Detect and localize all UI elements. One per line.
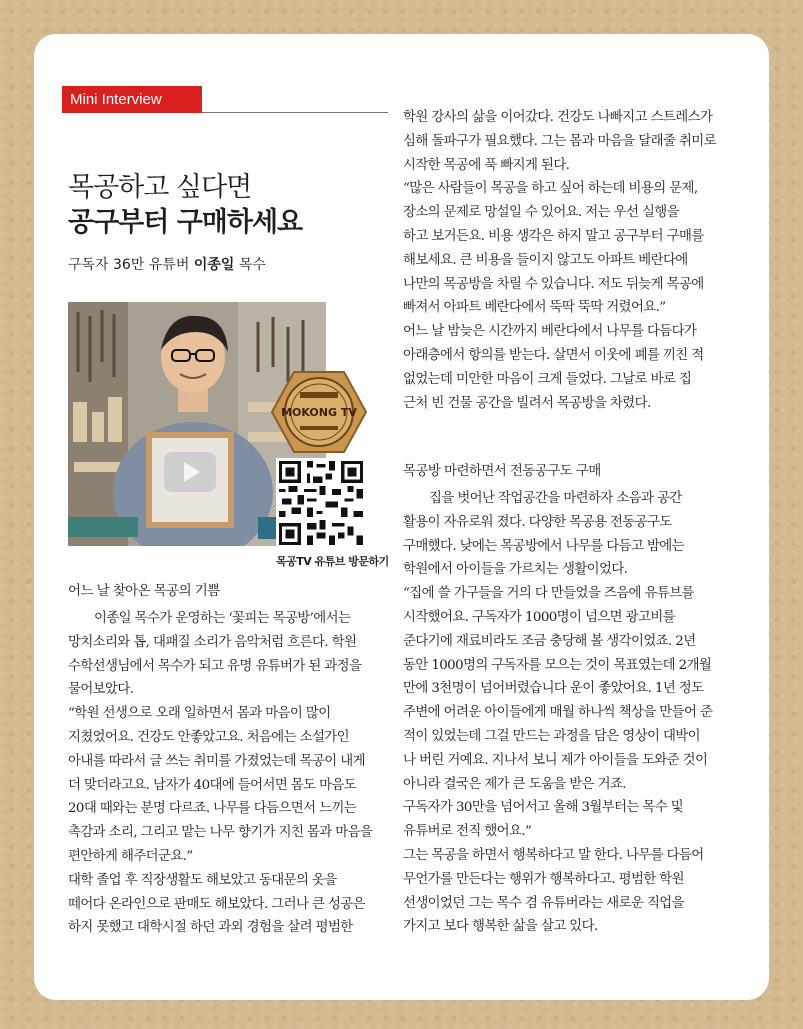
text-line: 구독자가 30만을 넘어서고 올해 3월부터는 목수 및 bbox=[403, 800, 684, 816]
section-tag: Mini Interview bbox=[62, 86, 202, 113]
text-line: 아래층에서 항의를 받는다. 살면서 이웃에 폐를 끼친 적 bbox=[403, 347, 704, 363]
text-line: 시작한 목공에 푹 빠지게 된다. bbox=[403, 157, 570, 173]
logo-text: MOKONG TV bbox=[281, 406, 357, 419]
text-line: 집을 벗어난 작업공간을 마련하자 소음과 공간 bbox=[429, 491, 682, 506]
text-line: 준다기에 재료비라도 조금 충당해 볼 생각이었죠. 2년 bbox=[403, 633, 696, 649]
qr-code[interactable] bbox=[276, 458, 366, 548]
text-line: 학원에서 아이들을 가르치는 생활이었다. bbox=[403, 562, 628, 578]
subtitle-prefix: 구독자 36만 유튜버 bbox=[68, 257, 194, 273]
text-line: “많은 사람들이 목공을 하고 싶어 하는데 비용의 문제, bbox=[403, 181, 698, 197]
qr-caption: 목공TV 유튜브 방문하기 bbox=[276, 555, 389, 568]
text-line: 물어보았다. bbox=[68, 682, 134, 698]
text-line: 시작했어요. 구독자가 1000명이 넘으면 광고비를 bbox=[403, 609, 675, 625]
text-line: 대학 졸업 후 직장생활도 해보았고 동대문의 옷을 bbox=[68, 872, 337, 888]
text-line: 학원 강사의 삶을 이어갔다. 건강도 나빠지고 스트레스가 bbox=[403, 110, 713, 125]
text-line: 이종일 목수가 운영하는 ‘꽃피는 목공방’에서는 bbox=[94, 611, 351, 626]
text-line: 적이 있었는데 그걸 만드는 과정을 담은 영상이 대박이 bbox=[403, 728, 700, 744]
text-line: 촉감과 소리, 그리고 맡는 나무 향기가 지친 몸과 마음을 bbox=[68, 825, 373, 841]
text-line: 나만의 목공방을 차릴 수 있습니다. 저도 뒤늦게 목공에 bbox=[403, 276, 704, 292]
subtitle-name: 이종일 bbox=[193, 257, 235, 273]
right-body-1 bbox=[403, 106, 738, 415]
right-heading: 목공방 마련하면서 전동공구도 구매 bbox=[403, 463, 601, 479]
text-line: “집에 쓸 가구들을 거의 다 만들었을 즈음에 유튜브를 bbox=[403, 586, 694, 602]
logo-badge bbox=[270, 370, 368, 454]
title-line-1: 목공하고 싶다면 bbox=[68, 172, 252, 203]
text-line: 유튜버로 전직 했어요.” bbox=[403, 824, 532, 840]
text-line: 그는 목공을 하면서 행복하다고 말 한다. 나무를 다듬어 bbox=[403, 847, 704, 863]
text-line: 가지고 보다 행복한 삶을 살고 있다. bbox=[403, 919, 598, 935]
text-line: 아내를 따라서 글 쓰는 취미를 가졌었는데 목공이 내게 bbox=[68, 753, 365, 769]
subtitle-suffix: 목수 bbox=[234, 257, 266, 273]
text-line: 편안하게 해주더군요.” bbox=[68, 848, 193, 864]
text-line: 망치소리와 톱, 대패질 소리가 음악처럼 흐른다. 학원 bbox=[68, 634, 357, 650]
text-line: 빠져서 아파트 베란다에서 뚝딱 뚝딱 거렸어요.” bbox=[403, 300, 666, 316]
text-line: 하고 보거든요. 비용 생각은 하지 말고 공구부터 구매를 bbox=[403, 228, 704, 244]
text-line: 없었는데 미안한 마음이 크게 들었다. 그날로 바로 집 bbox=[403, 371, 692, 387]
mokong-tv-logo bbox=[270, 370, 368, 454]
text-line: 동안 1000명의 구독자를 모으는 것이 목표였는데 2개월 bbox=[403, 657, 712, 673]
text-line: 떼어다 온라인으로 판매도 해보았다. 그러나 큰 성공은 bbox=[68, 896, 365, 912]
text-line: “학원 선생으로 오래 일하면서 몸과 마음이 많이 bbox=[68, 706, 331, 722]
left-body bbox=[68, 607, 398, 940]
text-line: 장소의 문제로 망설일 수 있어요. 저는 우선 실행을 bbox=[403, 205, 679, 221]
text-line: 나 버린 거예요. 지나서 보니 제가 아이들을 도와준 것이 bbox=[403, 752, 708, 768]
left-heading: 어느 날 찾아온 목공의 기쁨 bbox=[68, 583, 220, 599]
text-line: 수학선생님에서 목수가 되고 유명 유튜버가 된 과정을 bbox=[68, 658, 362, 674]
text-line: 선생이었던 그는 목수 겸 유튜버라는 새로운 직업을 bbox=[403, 895, 684, 911]
qr-code-icon bbox=[276, 458, 366, 548]
tag-rule bbox=[202, 112, 388, 113]
text-line: 지쳤었어요. 건강도 안좋았고요. 처음에는 소설가인 bbox=[68, 729, 349, 745]
text-line: 구매했다. 낮에는 목공방에서 나무를 다듬고 밤에는 bbox=[403, 538, 684, 554]
text-line: 더 맞더라고요. 남자가 40대에 들어서면 몸도 마음도 bbox=[68, 777, 357, 793]
text-line: 주변에 어려운 아이들에게 매월 하나씩 책상을 만들어 준 bbox=[403, 705, 713, 721]
text-line: 근처 빈 건물 공간을 빌려서 목공방을 차렸다. bbox=[403, 395, 651, 411]
subtitle bbox=[68, 254, 266, 274]
text-line: 20대 때와는 분명 다르죠. 나무를 다듬으면서 느끼는 bbox=[68, 801, 357, 817]
text-line: 활용이 자유로워 졌다. 다양한 목공용 전동공구도 bbox=[403, 514, 672, 530]
title-line-2: 공구부터 구매하세요 bbox=[68, 207, 303, 238]
right-body-2 bbox=[403, 487, 738, 939]
text-line: 심해 돌파구가 필요했다. 그는 몸과 마음을 달래줄 취미로 bbox=[403, 133, 716, 149]
text-line: 어느 날 밤늦은 시간까지 베란다에서 나무를 다듬다가 bbox=[403, 324, 697, 340]
text-line: 해보세요. 큰 비용을 들이지 않고도 아파트 베란다에 bbox=[403, 252, 688, 268]
text-line: 만에 3천명이 넘어버렸습니다 운이 좋았어요. 1년 정도 bbox=[403, 681, 704, 697]
text-line: 하지 못했고 대학시절 하던 과외 경험을 살려 평범한 bbox=[68, 920, 353, 936]
text-line: 무언가를 만든다는 행위가 행복하다고. 평범한 학원 bbox=[403, 871, 684, 887]
text-line: 아니라 결국은 제가 큰 도움을 받은 거죠. bbox=[403, 776, 626, 792]
